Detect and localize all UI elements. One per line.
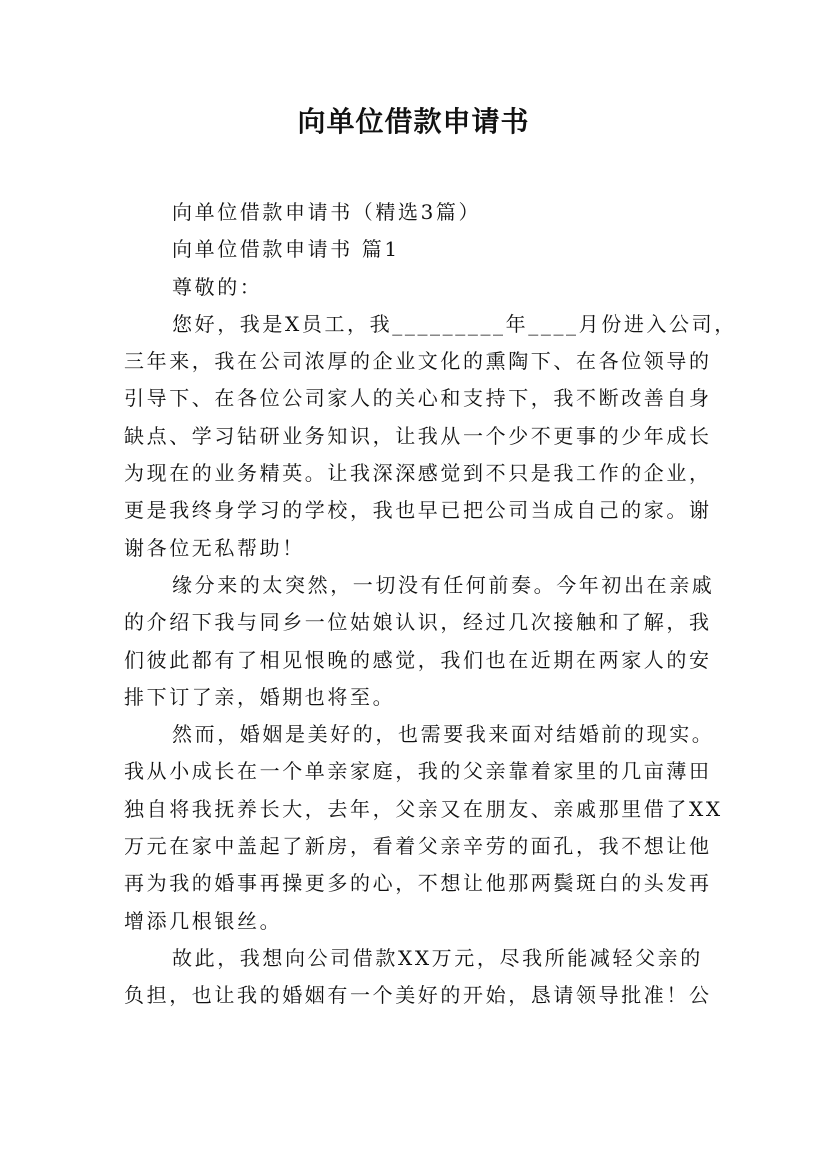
document-title: 向单位借款申请书	[297, 105, 530, 138]
paragraph-1-line-6: 更是我终身学习的学校，我也早已把公司当成自己的家。谢	[124, 498, 712, 523]
paragraph-1-line-1: 您好，我是X员工，我_________年____月份进入公司，	[172, 311, 737, 336]
paragraph-2-line-2: 的介绍下我与同乡一位姑娘认识，经过几次接触和了解，我	[124, 610, 712, 635]
paragraph-3-line-2: 我从小成长在一个单亲家庭，我的父亲靠着家里的几亩薄田	[124, 759, 712, 784]
paragraph-3-line-5: 再为我的婚事再操更多的心，不想让他那两鬓斑白的头发再	[124, 871, 712, 896]
salutation: 尊敬的：	[172, 274, 263, 299]
section-heading: 向单位借款申请书 篇1	[172, 237, 400, 262]
paragraph-2-line-3: 们彼此都有了相见恨晚的感觉，我们也在近期在两家人的安	[124, 647, 712, 672]
paragraph-2-line-1: 缘分来的太突然，一切没有任何前奏。今年初出在亲戚	[172, 572, 715, 597]
paragraph-3-line-4: 万元在家中盖起了新房，看着父亲辛劳的面孔，我不想让他	[124, 834, 712, 859]
paragraph-1-line-4: 缺点、学习钻研业务知识，让我从一个少不更事的少年成长	[124, 423, 712, 448]
subtitle-line: 向单位借款申请书（精选3篇）	[172, 200, 482, 224]
paragraph-3-line-1: 然而，婚姻是美好的，也需要我来面对结婚前的现实。	[172, 722, 715, 747]
paragraph-4-line-2: 负担，也让我的婚姻有一个美好的开始，恳请领导批准！公	[124, 983, 712, 1008]
paragraph-4-line-1: 故此，我想向公司借款XX万元，尽我所能减轻父亲的	[172, 945, 703, 970]
paragraph-1-line-2: 三年来，我在公司浓厚的企业文化的熏陶下、在各位领导的	[124, 349, 712, 374]
paragraph-1-line-5: 为现在的业务精英。让我深深感觉到不只是我工作的企业，	[124, 461, 712, 486]
paragraph-3-line-6: 增添几根银丝。	[124, 908, 283, 933]
paragraph-2-line-4: 排下订了亲，婚期也将至。	[124, 684, 396, 709]
paragraph-3-line-3: 独自将我抚养长大，去年，父亲又在朋友、亲戚那里借了XX	[124, 796, 723, 821]
document-body	[124, 194, 737, 1015]
paragraph-1-line-3: 引导下、在各位公司家人的关心和支持下，我不断改善自身	[124, 386, 712, 411]
paragraph-1-line-7: 谢各位无私帮助！	[124, 535, 305, 560]
